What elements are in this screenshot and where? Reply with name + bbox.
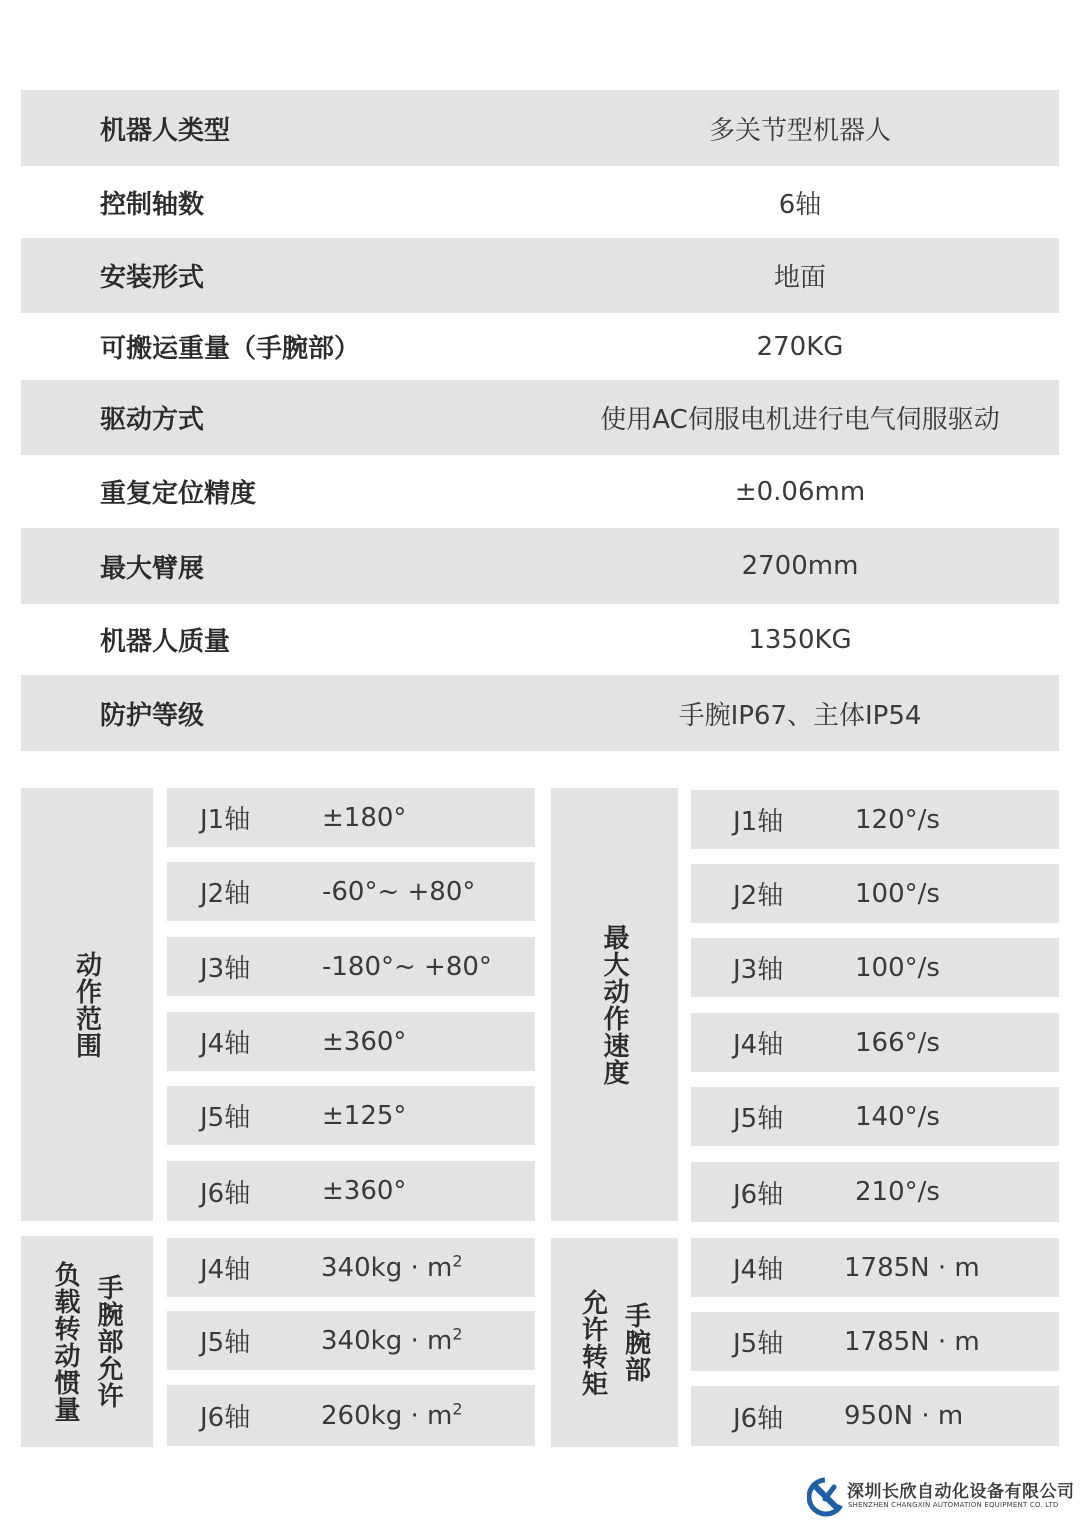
axis-value: -180°~ +80° bbox=[322, 951, 492, 982]
axis-value: 1785N · m bbox=[844, 1252, 980, 1283]
axis-value: 210°/s bbox=[855, 1177, 940, 1207]
list-item bbox=[167, 1012, 535, 1071]
axis-value: 100°/s bbox=[855, 878, 940, 909]
axis-label: J2轴 bbox=[733, 881, 784, 911]
inertia-title-line2: 负载转动惯量 bbox=[50, 1260, 80, 1423]
axis-value: 140°/s bbox=[855, 1101, 940, 1132]
inertia-title-line1: 手腕部允许 bbox=[93, 1274, 123, 1409]
motion-range-title-block bbox=[21, 788, 153, 1221]
spec-label: 控制轴数 bbox=[100, 189, 205, 220]
axis-label: J3轴 bbox=[733, 955, 784, 985]
axis-value: ±180° bbox=[322, 802, 407, 833]
axis-label: J5轴 bbox=[200, 1328, 251, 1358]
spec-value: 使用AC伺服电机进行电气伺服驱动 bbox=[600, 405, 1000, 435]
spec-row-repeatability bbox=[21, 455, 1059, 528]
axis-label: J4轴 bbox=[733, 1030, 784, 1060]
axis-value: $260kg \cdot m^2$ bbox=[321, 1398, 463, 1431]
axis-label: J5轴 bbox=[733, 1104, 784, 1134]
spec-row-installation bbox=[21, 238, 1059, 313]
spec-row-drive bbox=[21, 380, 1059, 455]
list-item bbox=[691, 1013, 1059, 1072]
spec-value: ±0.06mm bbox=[734, 476, 866, 507]
list-item bbox=[167, 1161, 535, 1221]
spec-label: 最大臂展 bbox=[100, 553, 205, 584]
axis-label: J1轴 bbox=[733, 807, 784, 837]
spec-row-reach bbox=[21, 528, 1059, 604]
list-item bbox=[691, 1238, 1059, 1297]
list-item bbox=[167, 788, 535, 847]
list-item bbox=[691, 1312, 1059, 1371]
list-item bbox=[691, 1386, 1059, 1446]
axis-label: J5轴 bbox=[733, 1329, 784, 1359]
spec-value: 多关节型机器人 bbox=[708, 115, 891, 146]
axis-label: J3轴 bbox=[200, 954, 251, 984]
spec-label: 可搬运重量（手腕部） bbox=[100, 334, 361, 364]
spec-row-protection bbox=[21, 675, 1059, 751]
list-item bbox=[167, 1385, 535, 1446]
spec-value: 6轴 bbox=[778, 189, 822, 220]
axis-value: ±360° bbox=[322, 1026, 407, 1057]
company-logo-icon bbox=[807, 1477, 845, 1517]
axis-label: J6轴 bbox=[733, 1403, 784, 1434]
axis-label: J2轴 bbox=[200, 879, 251, 909]
company-name-en: SHENZHEN CHANGXIN AUTOMATION EQUIPMENT CO. LTD bbox=[848, 1501, 1059, 1509]
spec-value: 地面 bbox=[773, 263, 826, 293]
list-item bbox=[691, 1087, 1059, 1146]
axis-label: J1轴 bbox=[200, 805, 251, 835]
spec-row-robot-type bbox=[21, 90, 1059, 166]
axis-label: J4轴 bbox=[733, 1255, 784, 1285]
axis-value: $340kg \cdot m^2$ bbox=[321, 1250, 463, 1283]
axis-label: J4轴 bbox=[200, 1029, 251, 1059]
axis-label: J6轴 bbox=[733, 1179, 784, 1210]
axis-value: $340kg \cdot m^2$ bbox=[321, 1323, 463, 1356]
list-item bbox=[167, 1238, 535, 1297]
spec-row-payload bbox=[21, 313, 1059, 380]
spec-label: 防护等级 bbox=[100, 700, 205, 731]
list-item bbox=[167, 1311, 535, 1370]
axis-value: 950N · m bbox=[844, 1401, 964, 1431]
list-item bbox=[167, 937, 535, 996]
list-item bbox=[691, 938, 1059, 997]
axis-value: 1785N · m bbox=[844, 1326, 980, 1357]
axis-value: ±360° bbox=[322, 1176, 407, 1206]
axis-value: ±125° bbox=[322, 1100, 407, 1131]
axis-label: J6轴 bbox=[200, 1178, 251, 1209]
spec-label: 安装形式 bbox=[100, 263, 205, 293]
axis-label: J4轴 bbox=[200, 1255, 251, 1285]
torque-title-line2: 允许转矩 bbox=[577, 1288, 608, 1397]
list-item bbox=[167, 1086, 535, 1145]
spec-label: 驱动方式 bbox=[100, 405, 205, 435]
spec-value: 手腕IP67、主体IP54 bbox=[678, 700, 922, 731]
list-item bbox=[167, 862, 535, 921]
spec-row-control-axes bbox=[21, 166, 1059, 238]
list-item bbox=[691, 790, 1059, 849]
spec-label: 机器人质量 bbox=[100, 627, 231, 657]
axis-value: 100°/s bbox=[855, 952, 940, 983]
axis-value: 120°/s bbox=[855, 804, 940, 835]
list-item bbox=[691, 1162, 1059, 1222]
axis-label: J5轴 bbox=[200, 1103, 251, 1133]
max-speed-title-block bbox=[551, 788, 678, 1221]
torque-title-block bbox=[551, 1238, 678, 1447]
max-speed-title: 最大动作速度 bbox=[599, 923, 629, 1086]
spec-value: 270KG bbox=[756, 331, 844, 362]
spec-label: 重复定位精度 bbox=[100, 479, 257, 509]
spec-value: 2700mm bbox=[741, 551, 859, 581]
axis-label: J6轴 bbox=[200, 1403, 251, 1433]
list-item bbox=[691, 864, 1059, 923]
company-name-cn: 深圳长欣自动化设备有限公司 bbox=[847, 1482, 1075, 1502]
spec-label: 机器人类型 bbox=[100, 115, 231, 146]
motion-range-title: 动作范围 bbox=[71, 950, 102, 1059]
spec-value: 1350KG bbox=[748, 624, 852, 655]
company-logo bbox=[807, 1475, 1075, 1519]
axis-value: 166°/s bbox=[855, 1027, 940, 1058]
axis-value: -60°~ +80° bbox=[322, 876, 476, 907]
inertia-title-block bbox=[21, 1236, 153, 1447]
spec-row-mass bbox=[21, 604, 1059, 675]
torque-title-line1: 手腕部 bbox=[620, 1302, 651, 1383]
